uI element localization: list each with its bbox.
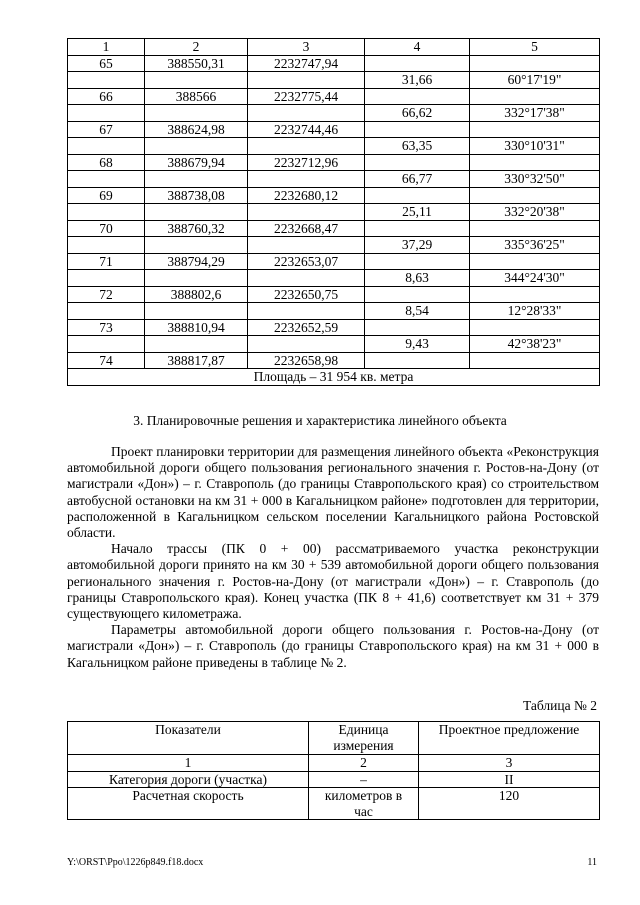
table-cell: 388810,94 [145,319,248,336]
table-cell: 2232668,47 [248,220,365,237]
page-number: 11 [587,857,597,868]
table-cell: 330°32'50" [470,171,600,188]
coordinates-table [67,38,600,386]
table-cell [365,88,470,105]
table-cell: 344°24'30" [470,270,600,287]
table-row [68,303,600,320]
table-row [68,788,600,820]
table-cell [248,72,365,89]
table-cell: 2232658,98 [248,352,365,369]
table-cell: 8,63 [365,270,470,287]
table-cell: Расчетная скорость [68,788,309,820]
table-cell [68,171,145,188]
table-cell: 42°38'23" [470,336,600,353]
table-row [68,105,600,122]
table-cell: 388794,29 [145,253,248,270]
table-row [68,187,600,204]
table-row [68,286,600,303]
table-cell: 67 [68,121,145,138]
paragraph: Проект планировки территории для размещения линейного объекта «Реконструкция автомобильной дороги общего пользования регионального значения г. Ростов-на-Дону (от магистрали «Дон») – г. Ставрополь (до границы Ставропольского края) со строительством автобусной остановки на км 31 + 000 в Кагальницком районе» подготовлен для территории, расположенной в Кагальницком сельском поселении Кагальницкого района Ростовской области. [67,444,599,541]
table-cell: 330°10'31" [470,138,600,155]
table-row [68,771,600,788]
table-cell [470,319,600,336]
table-cell [365,286,470,303]
header-cell: 1 [68,39,145,56]
table-cell: 2232712,96 [248,154,365,171]
table-cell: 66 [68,88,145,105]
header-cell: Проектное предложение [419,722,600,755]
table-cell: 25,11 [365,204,470,221]
table-cell [145,105,248,122]
table-cell: 68 [68,154,145,171]
table-cell [68,72,145,89]
table-cell [365,319,470,336]
table-cell: 63,35 [365,138,470,155]
table-row [68,121,600,138]
table-cell: километров в час [309,788,419,820]
header-cell: 3 [248,39,365,56]
table-cell [365,220,470,237]
table-cell: – [309,771,419,788]
table-cell: 31,66 [365,72,470,89]
table-cell: 66,62 [365,105,470,122]
table-cell: 65 [68,55,145,72]
table-cell [248,138,365,155]
coordinates-table-body [68,39,600,386]
table-cell [470,220,600,237]
table-cell: 9,43 [365,336,470,353]
table-cell: 332°20'38" [470,204,600,221]
table-cell [470,88,600,105]
table-cell [248,303,365,320]
table-cell [365,154,470,171]
table-caption: Таблица № 2 [523,698,597,713]
table-cell [470,121,600,138]
table-cell: 388679,94 [145,154,248,171]
table-cell: 2232744,46 [248,121,365,138]
table-cell [365,352,470,369]
table-cell: 2232775,44 [248,88,365,105]
table-cell: 388566 [145,88,248,105]
table-cell [470,154,600,171]
table-row [68,88,600,105]
table-cell: 74 [68,352,145,369]
table-header-row [68,39,600,56]
table-row [68,72,600,89]
table-cell: 2232652,59 [248,319,365,336]
table-cell [145,336,248,353]
table-cell [248,270,365,287]
table-number-row [68,755,600,772]
table-cell [248,204,365,221]
table-cell [470,352,600,369]
body-text [67,444,599,671]
table-cell [365,55,470,72]
table-row [68,319,600,336]
table-cell [145,171,248,188]
table-cell: 73 [68,319,145,336]
table-row [68,55,600,72]
table-cell [68,303,145,320]
table-cell: 388738,08 [145,187,248,204]
table-cell [68,336,145,353]
table-row [68,352,600,369]
table-cell [365,187,470,204]
number-cell: 1 [68,755,309,772]
table-cell [470,55,600,72]
table-cell [145,303,248,320]
table-cell: 37,29 [365,237,470,254]
table-cell [68,138,145,155]
table-cell: 2232680,12 [248,187,365,204]
table-cell [68,270,145,287]
table-cell [145,204,248,221]
table-cell: 71 [68,253,145,270]
paragraph: Начало трассы (ПК 0 + 00) рассматриваемого участка реконструкции автомобильной дороги принято на км 30 + 539 автомобильной дороги общего пользования регионального значения г. Ростов-на-Дону (от магистрали «Дон») – г. Ставрополь (до границы Ставропольского края). Конец участка (ПК 8 + 41,6) соответствует км 31 + 379 существующего километража. [67,541,599,622]
section-title: 3. Планировочные решения и характеристика линейного объекта [133,413,507,428]
table-row [68,154,600,171]
table-row [68,138,600,155]
table-cell: 388802,6 [145,286,248,303]
table-row [68,220,600,237]
table-cell [145,72,248,89]
table-cell: II [419,771,600,788]
table-cell [365,121,470,138]
table-cell [470,253,600,270]
table-cell: 335°36'25" [470,237,600,254]
table-cell [248,336,365,353]
table-cell: Категория дороги (участка) [68,771,309,788]
header-cell: Показатели [68,722,309,755]
table-cell: 60°17'19" [470,72,600,89]
table-cell [68,105,145,122]
table-cell: 388624,98 [145,121,248,138]
footer-file-path: Y:\ORST\Ppo\1226p849.f18.docx [67,857,204,868]
header-cell: 5 [470,39,600,56]
table-cell [365,253,470,270]
table-cell: 70 [68,220,145,237]
table-cell [248,171,365,188]
table-cell [248,237,365,254]
header-cell: Единица измерения [309,722,419,755]
table-cell: 388760,32 [145,220,248,237]
table-header-row [68,722,600,755]
table-row [68,237,600,254]
paragraph: Параметры автомобильной дороги общего пользования г. Ростов-на-Дону (от магистрали «Дон») – г. Ставрополь (до границы Ставропольского края) на км 31 + 000 в Кагальницком районе приведены в таблице № 2. [67,622,599,670]
table-row [68,336,600,353]
table-row [68,270,600,287]
table-cell: 332°17'38" [470,105,600,122]
table-cell [470,187,600,204]
table-cell: 2232747,94 [248,55,365,72]
number-cell: 2 [309,755,419,772]
table-cell [145,237,248,254]
table-cell [248,105,365,122]
table-row [68,171,600,188]
area-row [68,369,600,386]
header-cell: 2 [145,39,248,56]
table-cell: 388550,31 [145,55,248,72]
table-cell: 66,77 [365,171,470,188]
table-cell [470,286,600,303]
table-cell: 69 [68,187,145,204]
number-cell: 3 [419,755,600,772]
table-cell: 72 [68,286,145,303]
header-cell: 4 [365,39,470,56]
table-cell [68,237,145,254]
table-cell: 2232650,75 [248,286,365,303]
road-parameters-table [67,721,600,820]
table-row [68,204,600,221]
table-cell: 2232653,07 [248,253,365,270]
table-cell: 8,54 [365,303,470,320]
table-cell: 120 [419,788,600,820]
table-cell [68,204,145,221]
table-cell [145,138,248,155]
table-cell [145,270,248,287]
table-cell: 12°28'33" [470,303,600,320]
table-cell: 388817,87 [145,352,248,369]
table-row [68,253,600,270]
area-total: Площадь – 31 954 кв. метра [68,369,600,386]
